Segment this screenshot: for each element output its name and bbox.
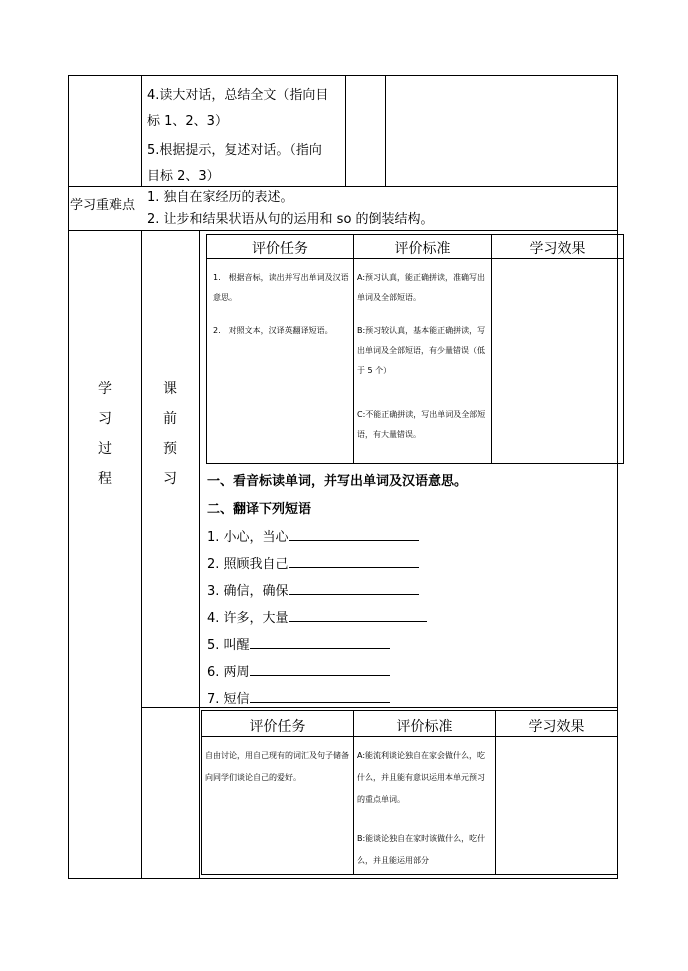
col-divider-sub <box>199 230 200 879</box>
table-left-border <box>68 75 69 879</box>
preview-label-4: 习 <box>163 471 177 487</box>
phrase-item: 5. 叫醒 <box>207 633 390 659</box>
answer-blank[interactable] <box>250 688 390 703</box>
key-point-2: 2. 让步和结果状语从句的运用和 so 的倒装结构。 <box>147 212 434 227</box>
answer-blank[interactable] <box>250 634 390 649</box>
phrase-item: 3. 确信，确保 <box>207 579 419 605</box>
top-cell-line-2: 标 1、2、3） <box>147 114 228 129</box>
process-label-1: 学 <box>98 381 112 397</box>
key-point-1: 1. 独自在家经历的表述。 <box>147 190 294 205</box>
eval1-criteria-a: A:预习认真，能正确拼读，准确写出单词及全部短语。 <box>357 273 486 302</box>
eval2-header-effect: 学习效果 <box>528 719 585 735</box>
col-divider-label-2 <box>141 230 142 879</box>
phrase-item: 6. 两周 <box>207 660 390 686</box>
eval2-task: 自由讨论，用自己现有的词汇及句子储备向同学们谈论自己的爱好。 <box>205 751 349 782</box>
preview-label-1: 课 <box>163 381 177 397</box>
top-cell-line-3: 5.根据提示，复述对话。（指向 <box>147 143 322 158</box>
eval1-col-2 <box>491 234 492 464</box>
eval2-header-criteria: 评价标准 <box>396 719 453 735</box>
eval1-criteria-c: C:不能正确拼读，写出单词及全部短语，有大量错误。 <box>357 410 486 439</box>
answer-blank[interactable] <box>289 607 427 622</box>
answer-blank[interactable] <box>250 661 390 676</box>
eval1-header-bottom <box>206 258 624 259</box>
eval1-header-task: 评价任务 <box>252 241 308 257</box>
process-label-4: 程 <box>98 471 112 487</box>
eval2-criteria-b: B:能谈论独自在家时该做什么，吃什么，并且能运用部分 <box>357 834 486 865</box>
preview-label-3: 预 <box>163 441 177 457</box>
phrase-item: 1. 小心，当心 <box>207 525 419 551</box>
col-divider-a <box>345 75 346 187</box>
eval1-header-criteria: 评价标准 <box>394 241 451 257</box>
answer-blank[interactable] <box>289 526 419 541</box>
section-2-title: 二、翻译下列短语 <box>207 502 312 517</box>
top-cell-line-4: 目标 2、3） <box>147 169 220 184</box>
process-label-3: 过 <box>98 441 112 457</box>
eval2-bottom <box>201 874 617 875</box>
eval1-col-1 <box>353 234 354 464</box>
preview-label-2: 前 <box>163 411 177 427</box>
eval1-right <box>623 234 624 464</box>
eval1-left <box>206 234 207 464</box>
table-bottom-border <box>68 878 617 879</box>
eval1-top <box>206 234 624 235</box>
answer-blank[interactable] <box>289 553 419 568</box>
eval2-top <box>201 710 617 711</box>
eval1-task-2: 2. 对照文本，汉译英翻译短语。 <box>213 326 333 335</box>
section-1-title: 一、看音标读单词，并写出单词及汉语意思。 <box>207 474 468 489</box>
phrase-item: 4. 许多，大量 <box>207 606 427 632</box>
key-points-label: 学习重难点 <box>70 198 136 213</box>
table-right-border <box>617 75 618 879</box>
top-cell-line-1: 4.读大对话，总结全文（指向目 <box>147 88 329 103</box>
answer-blank[interactable] <box>289 580 419 595</box>
eval2-header-bottom <box>201 736 617 737</box>
eval1-task-1: 1. 根据音标，读出并写出单词及汉语意思。 <box>213 273 349 302</box>
phrase-item: 7. 短信 <box>207 687 390 713</box>
table-top-border <box>68 75 617 76</box>
process-label-2: 习 <box>98 411 112 427</box>
col-divider-label <box>141 75 142 187</box>
eval1-header-effect: 学习效果 <box>529 241 586 257</box>
eval2-header-task: 评价任务 <box>249 719 306 735</box>
phrase-item: 2. 照顾我自己 <box>207 552 419 578</box>
col-divider-b <box>385 75 386 187</box>
eval1-criteria-b: B:预习较认真，基本能正确拼读，写出单词及全部短语，有少量错误（低于 5 个） <box>357 326 486 375</box>
eval1-bottom <box>206 463 624 464</box>
eval2-criteria-a: A:能流利谈论独自在家会做什么，吃什么，并且能有意识运用本单元预习的重点单词。 <box>357 751 486 804</box>
